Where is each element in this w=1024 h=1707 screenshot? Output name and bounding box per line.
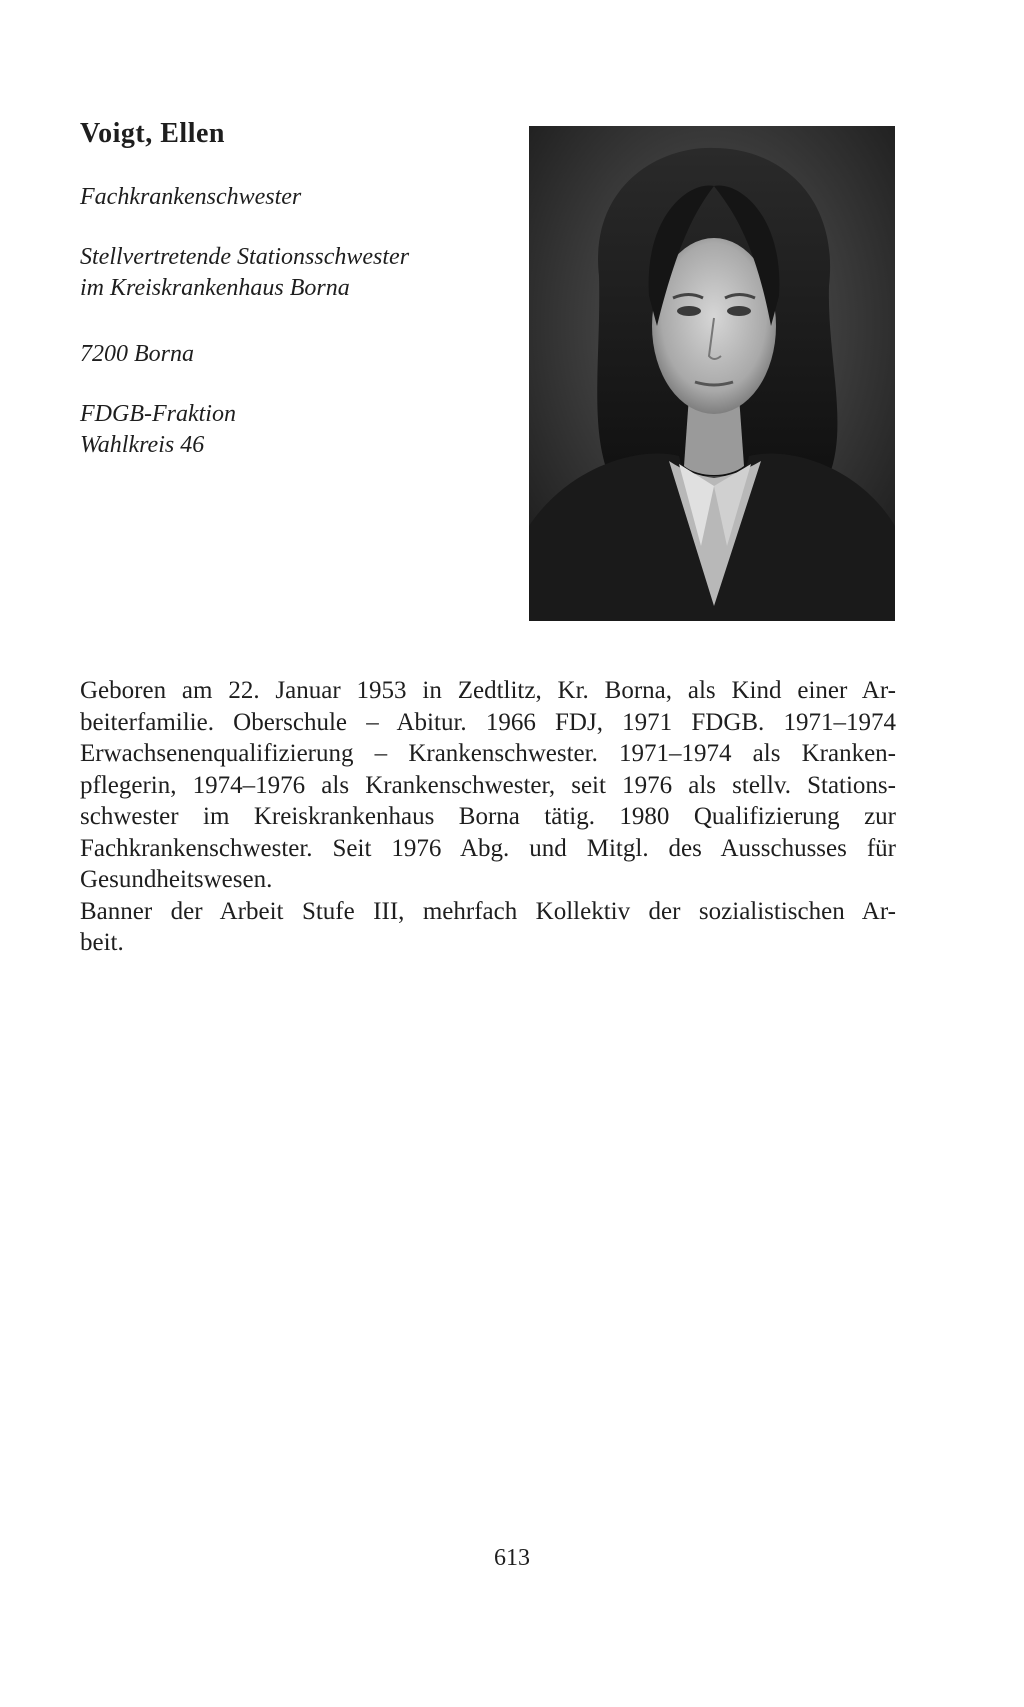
position-line-2: im Kreiskrankenhaus Borna — [80, 275, 350, 301]
faction-block — [80, 399, 236, 461]
portrait-photo — [529, 126, 895, 621]
biography-line: Geboren am 22. Januar 1953 in Zedtlitz, Kr. Borna, als Kind einer Ar- — [80, 677, 896, 704]
person-name: Voigt, Ellen — [80, 118, 225, 149]
biography-line: Erwachsenenqualifizierung – Krankenschwester. 1971–1974 als Kranken- — [80, 740, 896, 767]
faction: FDGB-Fraktion — [80, 401, 236, 427]
biography-line: schwester im Kreiskrankenhaus Borna tätig. 1980 Qualifizierung zur — [80, 803, 896, 830]
biography-line: beit. — [80, 929, 124, 956]
page-number: 613 — [494, 1545, 530, 1571]
position-line-1: Stellvertretende Stationsschwester — [80, 244, 410, 270]
biography-line: pflegerin, 1974–1976 als Krankenschwester, seit 1976 als stellv. Stations- — [80, 771, 896, 799]
biography-text — [80, 675, 896, 959]
portrait-image — [529, 126, 895, 621]
biography-line: Banner der Arbeit Stufe III, mehrfach Kollektiv der sozialistischen Ar- — [80, 897, 896, 925]
constituency: Wahlkreis 46 — [80, 432, 205, 458]
position — [80, 242, 409, 304]
occupation: Fachkrankenschwester — [80, 184, 302, 210]
biography-line: beiterfamilie. Oberschule – Abitur. 1966 FDJ, 1971 FDGB. 1971–1974 — [80, 708, 896, 736]
address: 7200 Borna — [80, 341, 194, 367]
biography-line: Fachkrankenschwester. Seit 1976 Abg. und Mitgl. des Ausschusses für — [80, 834, 896, 862]
biography-line: Gesundheitswesen. — [80, 866, 273, 893]
